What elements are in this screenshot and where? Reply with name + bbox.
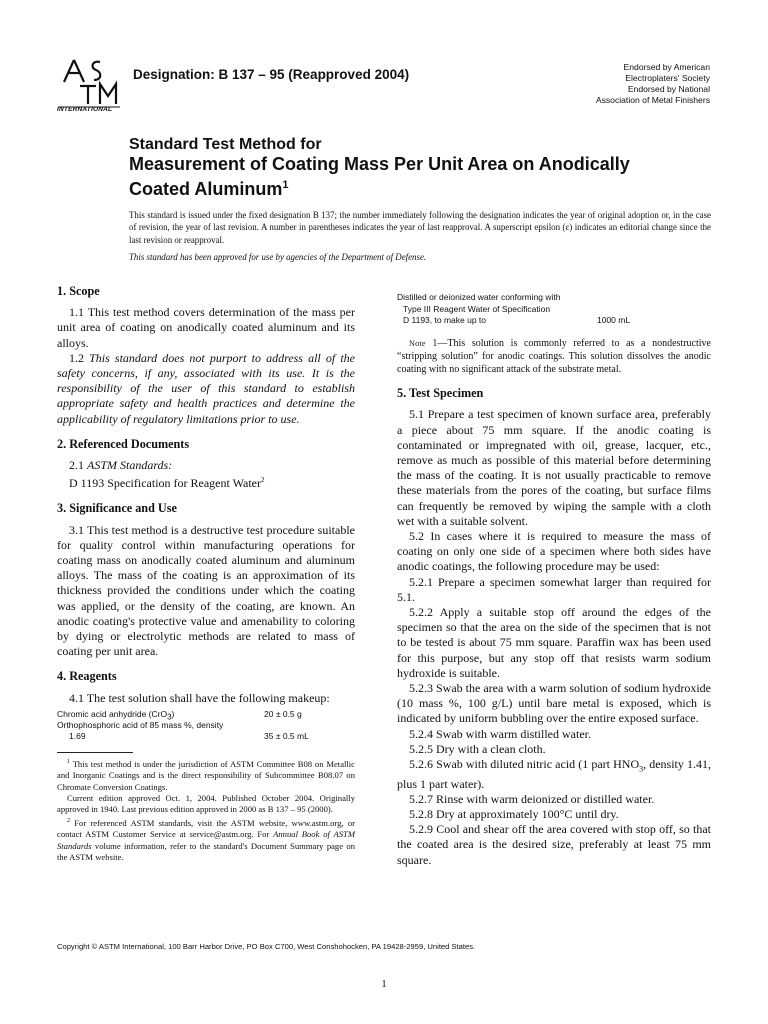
paragraph-5-2: 5.2 In cases where it is required to measure the mass of coating on only one side of a specimen where both sides have anodic coatings, the following procedure may be used:: [397, 528, 711, 574]
footnote-1-edition: Current edition approved Oct. 1, 2004. Published October 2004. Originally approved in 1940. Last previous edition approved in 2000 as B 137 – 95 (2000).: [57, 793, 355, 815]
water-table: [397, 292, 711, 327]
paragraph-5-2-2: 5.2.2 Apply a suitable stop off around the edges of the specimen so that the area on the side of the specimen that is not to be tested is about 75 mm square. Paraffin wax has been used for this purpose, but any stop off that resists warm sodium hydroxide is suitable.: [397, 604, 711, 680]
dod-approval: This standard has been approved for use by agencies of the Department of Defense.: [129, 252, 427, 262]
section-heading-significance: 3. Significance and Use: [57, 501, 177, 516]
section-heading-test-specimen: 5. Test Specimen: [397, 386, 484, 401]
page-number: 1: [381, 978, 387, 990]
paragraph-2-1: [57, 458, 355, 473]
endorsement-line: Endorsed by American: [623, 62, 710, 72]
logo-subtext: INTERNATIONAL: [57, 106, 113, 113]
footnotes: [57, 757, 355, 863]
reagent-amount: 20 ± 0.5 g: [264, 708, 302, 719]
right-column: [397, 292, 711, 868]
paragraph-1-2: [57, 351, 355, 427]
footnote-divider: [57, 752, 133, 753]
paragraph-number: 2.1: [69, 458, 84, 473]
footnote-1: $^1$ This test method is under the jurisdiction of ASTM Committee B08 on Metallic and Inorganic Coatings and is the direct responsibility of Subcommittee B08.07 on Chromate Conversion Coatings.: [57, 758, 355, 792]
endorsement: [480, 62, 710, 106]
paragraph-5-2-7: 5.2.7 Rinse with warm deionized or distilled water.: [409, 791, 655, 806]
paragraph-5-2-4: 5.2.4 Swab with warm distilled water.: [409, 726, 591, 741]
reagent-amount: 35 ± 0.5 mL: [264, 730, 309, 741]
reagent-row: [57, 709, 355, 720]
reagent-density: 1.69: [69, 730, 86, 741]
paragraph-1-1: 1.1 This test method covers determination of the mass per unit area of coating on anodically coated aluminum and its alloys.: [57, 305, 355, 350]
paragraph-5-2-6: 5.2.6 Swab with diluted nitric acid (1 part $HNO_3$, density 1.41, plus 1 part water).: [397, 756, 711, 791]
footnote-mark: 2: [260, 476, 265, 485]
paragraph-5-2-5: 5.2.5 Dry with a clean cloth.: [409, 741, 546, 756]
astm-logo: [56, 52, 122, 114]
endorsement-line: Electroplaters' Society: [625, 73, 710, 83]
reference-d1193: [57, 473, 355, 491]
intro-paragraph: This standard is issued under the fixed designation B 137; the number immediately following the designation indicates the year of original adoption or, in the case of revision, the year of last revision. A number in parentheses indicates the year of last reapproval. A superscript epsilon (ε) indicates an editorial change since the last revision or reapproval.: [129, 210, 711, 245]
paragraph-5-2-8: 5.2.8 Dry at approximately 100°C until dry.: [409, 806, 619, 821]
title-footnote-mark: 1: [282, 179, 289, 191]
section-heading-reagents: 4. Reagents: [57, 669, 117, 684]
safety-caveat: This standard does not purport to address all of the safety concerns, if any, associated with its use. It is the responsibility of the user of this standard to establish appropriate safety and health practices and determine the applicability of regulatory limitations prior to use.: [57, 350, 356, 426]
reagent-table: [57, 709, 355, 742]
title-line-1: Standard Test Method for: [129, 136, 322, 153]
title-line-2-text: Measurement of Coating Mass Per Unit Area on Anodically: [129, 154, 630, 174]
note-label: Note: [409, 338, 426, 348]
title-line-2: [129, 154, 689, 200]
note-1: [397, 337, 711, 377]
section-heading-scope: 1. Scope: [57, 284, 100, 298]
note-text: 1—This solution is commonly referred to as a nondestructive “stripping solution” for anodic coatings. This solution dissolves the anodic coating with no significant attack of the substrate metal.: [397, 337, 711, 375]
paragraph-3-1: 3.1 This test method is a destructive test procedure suitable for quality control within manufacturing operations for coating mass on anodically coated aluminum and aluminum alloys. The mass of the coating is an approximation of its thickness provided the conditions under which the coating was applied, or the density of the coating, are known. An anodic coating's protective value and amenability to coloring by dying or electrolytic methods are related to mass of coating per unit area.: [57, 522, 355, 659]
water-row: Distilled or deionized water conforming with: [397, 292, 561, 302]
reagent-name: Orthophosphoric acid of 85 mass %, density: [57, 719, 224, 730]
paragraph-5-2-3: 5.2.3 Swab the area with a warm solution of sodium hydroxide (10 mass %, 100 g/L) until bare metal is exposed, which is indicated by uniform bubbling over the entire exposed surface.: [397, 680, 711, 726]
paragraph-4-1: 4.1 The test solution shall have the following makeup:: [69, 690, 330, 705]
paragraph-number: 1.2: [69, 350, 84, 365]
reagent-name: Chromic acid anhydride (CrO$_3$): [57, 708, 175, 722]
document-title: [129, 136, 689, 200]
paragraph-5-2-9: 5.2.9 Cool and shear off the area covered with stop off, so that the coated area is the desired size, preferably at least 75 mm square.: [397, 822, 711, 867]
endorsement-line: Endorsed by National: [627, 84, 710, 94]
paragraph-5-2-1: 5.2.1 Prepare a specimen somewhat larger than required for 5.1.: [397, 574, 711, 604]
left-column: [57, 284, 355, 742]
water-row: D 1193, to make up to 1000 mL: [403, 315, 631, 325]
endorsement-line: Association of Metal Finishers: [595, 95, 710, 105]
reagent-row: [57, 720, 355, 731]
copyright: Copyright © ASTM International, 100 Barr Harbor Drive, PO Box C700, West Conshohocken, PA 19428-2959, United States.: [57, 942, 476, 951]
designation: Designation: B 137 – 95 (Reapproved 2004): [133, 67, 410, 82]
reference-text: D 1193 Specification for Reagent Water: [69, 476, 261, 491]
astm-standards-label: ASTM Standards:: [87, 458, 173, 473]
reagent-row: [57, 731, 355, 742]
water-amount: 1000 mL: [597, 315, 631, 325]
title-line-3-text: Coated Aluminum: [129, 179, 283, 199]
section-heading-referenced-documents: 2. Referenced Documents: [57, 436, 190, 451]
water-row: Type III Reagent Water of Specification: [403, 303, 551, 314]
footnote-2: $^2$ For referenced ASTM standards, visit the ASTM website, www.astm.org, or contact ASTM Customer Service at service@astm.org. For Annual Book of ASTM Standards volume information, refer to the standard's Document Summary page on the ASTM website.: [57, 817, 355, 862]
paragraph-5-1: 5.1 Prepare a test specimen of known surface area, preferably a piece about 75 mm square. If the anodic coating is contaminated or impregnated with oil, grease, lacquer, etc., remove as much as possible of this material before determining the mass of the coating. It is not usually practicable to remove these materials from the pores of the coating, but surface films can frequently be removed by wiping the sample with a cloth wet with a suitable solvent.: [397, 407, 711, 528]
